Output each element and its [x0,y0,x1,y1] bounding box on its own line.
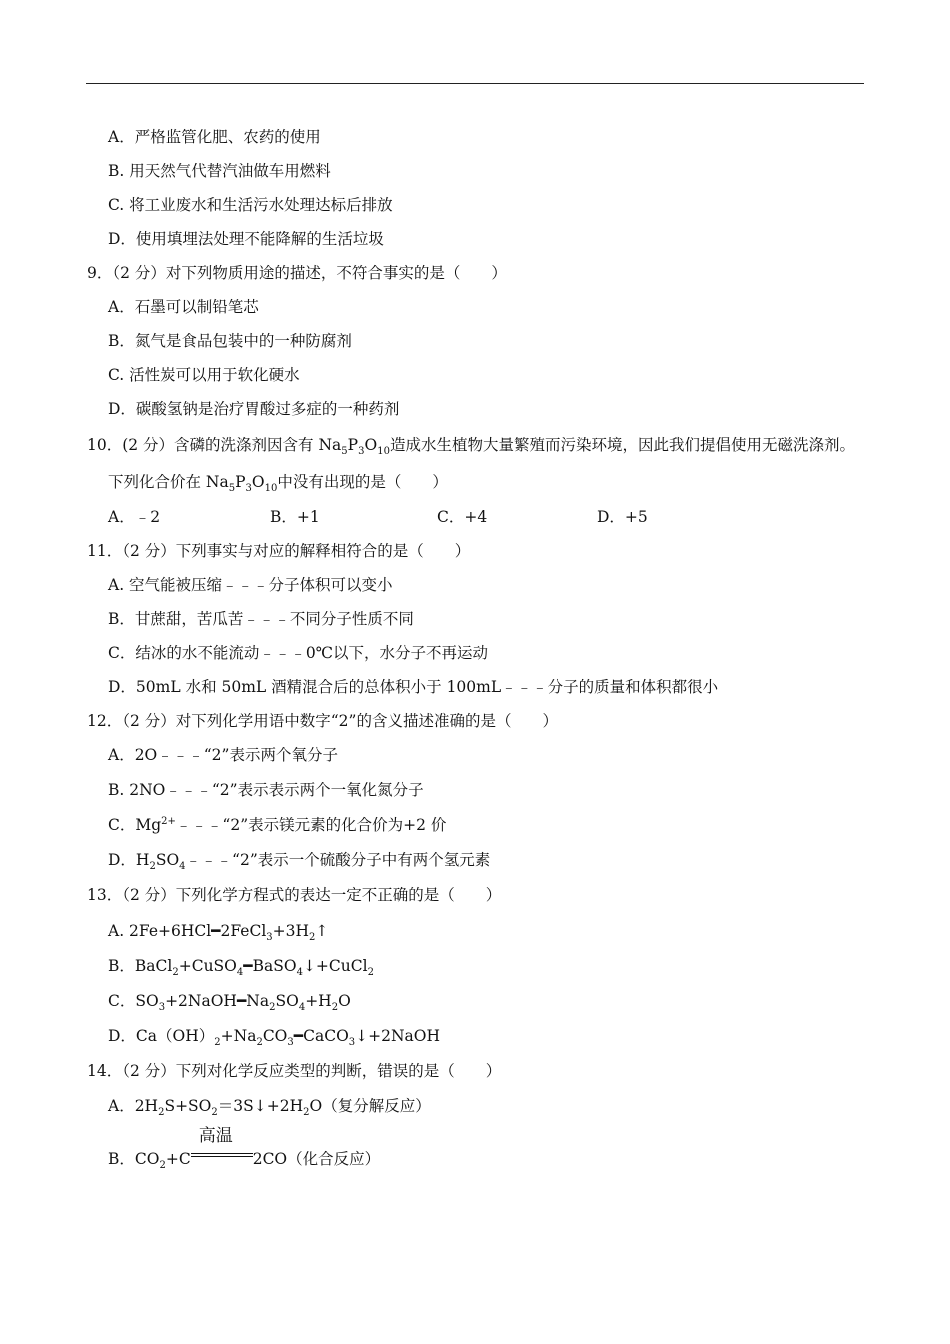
q12-option-b: B. 2NO﹣﹣﹣“2”表示表示两个一氧化氮分子 [108,781,424,799]
q14-option-a: A．$2H_2S+SO_2=3S↓+2H_2O$（复分解反应） [108,1097,431,1119]
q8-option-d: D．使用填埋法处理不能降解的生活垃圾 [108,230,384,248]
q10-option-b: B．+1 [270,508,320,526]
q13-stem: 13．（2 分）下列化学方程式的表达一定不正确的是（ ） [87,886,502,904]
q12-option-d: D．$H_2SO_4﹣﹣﹣“2$”表示一个硫酸分子中有两个氢元素 [108,851,491,873]
q9-option-b: B．氮气是食品包装中的一种防腐剂 [108,332,352,350]
q8-option-b: B. 用天然气代替汽油做车用燃料 [108,162,331,180]
header-rule [86,83,864,84]
q10-option-a: A．﹣2 [108,508,161,526]
q13-option-d: D．$Ca(OH)_2+Na_2CO_3━CaCO_3↓+2NaOH$ [108,1027,441,1049]
equals-bar-bottom [191,1156,253,1157]
q13-option-c: C．$SO_3+2NaOH━Na_2SO_4+H_2O$ [108,992,351,1014]
q11-stem: 11．（2 分）下列事实与对应的解释相符合的是（ ） [87,542,471,560]
q9-stem: 9．（2 分）对下列物质用途的描述，不符合事实的是（ ） [87,264,507,282]
q10-option-d: D．+5 [597,508,648,526]
q10-stem: 10．(2 分）含磷的洗涤剂因含有 $Na_5P_3O_{10}$造成水生植物大量繁殖而污染环境，因此我们提倡使用无磁洗涤剂。 [87,436,855,458]
q9-option-d: D．碳酸氢钠是治疗胃酸过多症的一种药剂 [108,400,400,418]
q12-stem: 12．（2 分）对下列化学用语中数字“2”的含义描述准确的是（ ） [87,712,558,730]
q10-option-c: C．+4 [437,508,488,526]
q12-option-a: A．2O﹣﹣﹣“2”表示两个氧分子 [108,746,338,764]
q9-option-c: C. 活性炭可以用于软化硬水 [108,366,300,384]
q10-stem-line2: 下列化合价在 $Na_5P_3O_{10}$中没有出现的是（ ） [108,473,448,495]
q11-option-b: B．甘蔗甜，苦瓜苦﹣﹣﹣不同分子性质不同 [108,610,414,628]
equals-bar-top [191,1153,253,1154]
q8-option-a: A．严格监管化肥、农药的使用 [108,128,321,146]
q11-option-c: C．结冰的水不能流动﹣﹣﹣0℃以下，水分子不再运动 [108,644,489,662]
q9-option-a: A．石墨可以制铅笔芯 [108,298,259,316]
q14-stem: 14．（2 分）下列对化学反应类型的判断，错误的是（ ） [87,1062,502,1080]
q13-option-a: A. $2Fe+6HCl━2FeCl_3+3H_2↑$ [108,922,329,944]
q12-option-c: C．$Mg^{2+}﹣﹣﹣“2$”表示镁元素的化合价为+2 价 [108,815,447,834]
q8-option-c: C. 将工业废水和生活污水处理达标后排放 [108,196,393,214]
reaction-condition [191,1126,253,1164]
q11-option-a: A. 空气能被压缩﹣﹣﹣分子体积可以变小 [108,576,393,594]
reaction-condition-label: 高温 [198,1126,233,1146]
q11-option-d: D．50mL 水和 50mL 酒精混合后的总体积小于 100mL﹣﹣﹣分子的质量和体积都很小 [108,678,719,696]
q13-option-b: B．BaCl$_2$+CuSO$_4$━BaSO$_4$↓+CuCl$_2$ [108,957,374,979]
q14-option-b: B．$CO_2+C$ 高温 2CO（化合反应） [108,1126,381,1172]
